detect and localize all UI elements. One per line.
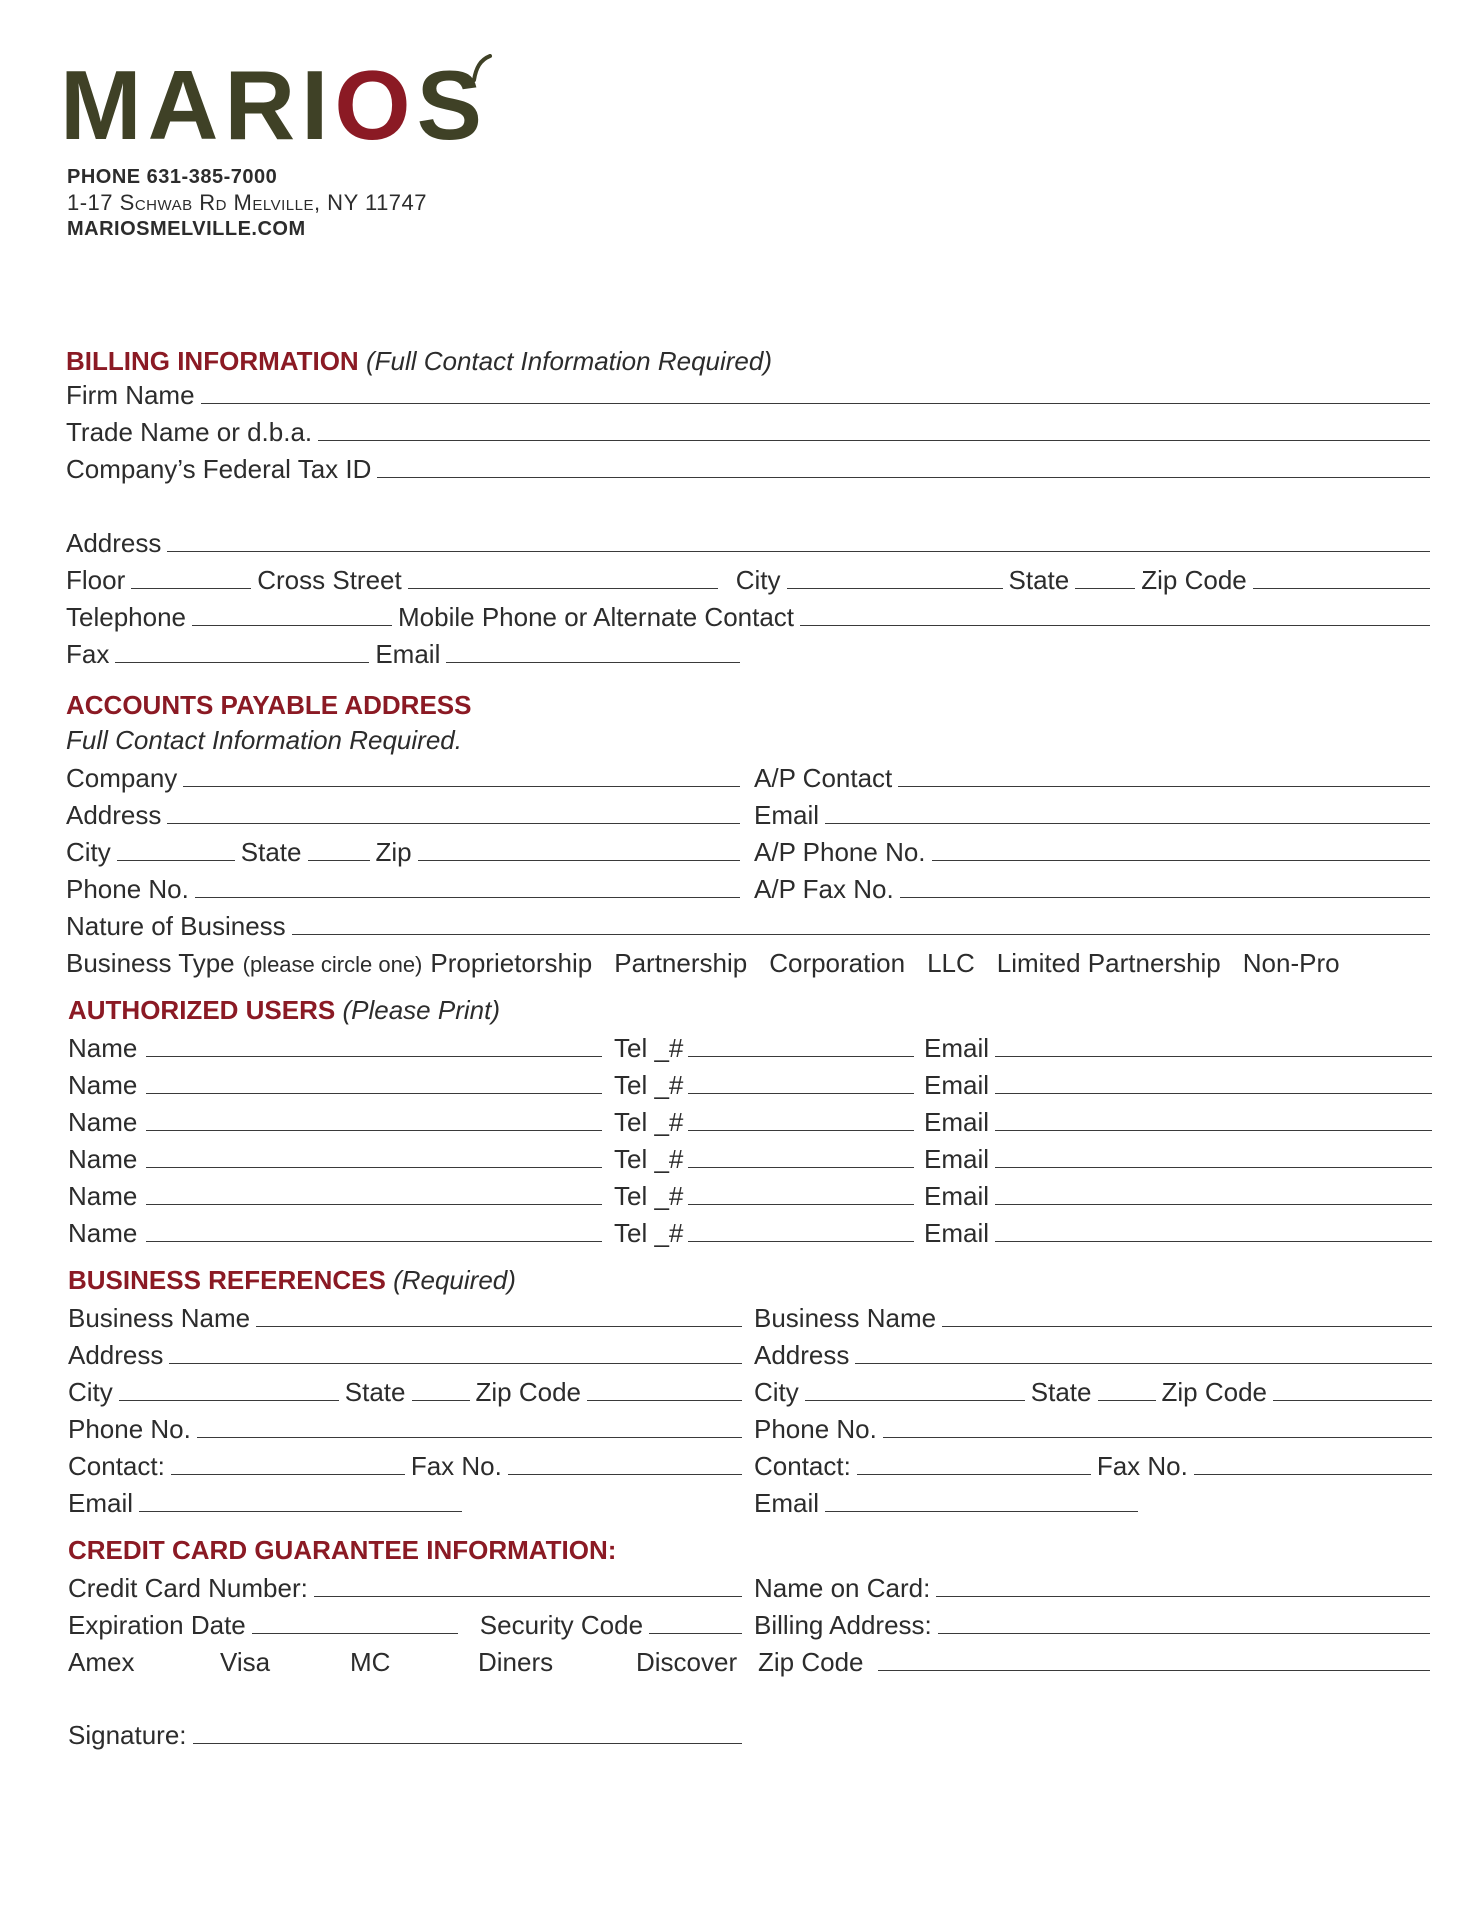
ap-main-phone-label: Phone No. — [66, 874, 189, 904]
user-tel-field[interactable] — [688, 1148, 914, 1168]
security-code-field[interactable] — [649, 1614, 742, 1634]
tax-id-row — [66, 454, 1436, 488]
user-email-label: Email — [924, 1218, 990, 1248]
ref2-state-label: State — [1030, 1377, 1092, 1407]
ref1-fax-label: Fax No. — [410, 1451, 502, 1481]
card-billing-label: Billing Address: — [754, 1610, 932, 1640]
fax-field[interactable] — [115, 643, 369, 663]
floor-field[interactable] — [131, 569, 251, 589]
tax-id-field[interactable] — [377, 458, 1430, 478]
billing-heading: BILLING INFORMATION (Full Contact Information Required) — [66, 346, 772, 376]
user-tel-label: Tel _# — [614, 1070, 684, 1100]
ref2-email-label: Email — [754, 1488, 820, 1518]
billing-zip-field[interactable] — [1253, 569, 1430, 589]
ap-main-phone-row — [66, 874, 746, 908]
user-name-field[interactable] — [146, 1111, 602, 1131]
ref2-zip-label: Zip Code — [1161, 1377, 1267, 1407]
expiration-field[interactable] — [252, 1614, 458, 1634]
ap-zip-label: Zip — [375, 837, 412, 867]
ref1-city-label: City — [68, 1377, 113, 1407]
billing-city-label: City — [735, 565, 781, 595]
user-name-label: Name — [68, 1144, 138, 1174]
ref1-business-label: Business Name — [68, 1303, 251, 1333]
ap-fax-label: A/P Fax No. — [754, 874, 894, 904]
billing-address-label: Address — [66, 528, 162, 558]
user-name-field[interactable] — [146, 1185, 602, 1205]
user-email-label: Email — [924, 1033, 990, 1063]
firm-name-row — [66, 380, 1436, 414]
ref2-city-row — [754, 1377, 1438, 1411]
ap-contact-field[interactable] — [898, 767, 1430, 787]
user-email-label: Email — [924, 1070, 990, 1100]
ref1-email-field[interactable] — [139, 1492, 462, 1512]
floor-label: Floor — [66, 565, 126, 595]
signature-row — [68, 1720, 748, 1754]
user-name-label: Name — [68, 1070, 138, 1100]
card-billing-field[interactable] — [938, 1614, 1430, 1634]
signature-field[interactable] — [193, 1724, 742, 1744]
user-tel-label: Tel _# — [614, 1033, 684, 1063]
ap-email-label: Email — [754, 800, 820, 830]
telephone-label: Telephone — [66, 602, 186, 632]
user-name-field[interactable] — [146, 1148, 602, 1168]
ref1-zip-label: Zip Code — [475, 1377, 581, 1407]
ap-contact-row — [754, 763, 1436, 797]
type-option[interactable]: LLC — [927, 948, 975, 978]
ref1-address-label: Address — [68, 1340, 164, 1370]
user-name-field[interactable] — [146, 1037, 602, 1057]
ap-email-field[interactable] — [825, 804, 1430, 824]
billing-state-field[interactable] — [1075, 569, 1135, 589]
ref2-fax-field[interactable] — [1194, 1455, 1432, 1475]
ref2-business-label: Business Name — [754, 1303, 937, 1333]
card-zip-row — [758, 1647, 1436, 1681]
user-name-label: Name — [68, 1107, 138, 1137]
mobile-label: Mobile Phone or Alternate Contact — [398, 602, 795, 632]
ap-city-label: City — [66, 837, 111, 867]
user-name-label: Name — [68, 1218, 138, 1248]
ap-fax-field[interactable] — [900, 878, 1430, 898]
ref1-phone-field[interactable] — [197, 1418, 742, 1438]
user-tel-label: Tel _# — [614, 1144, 684, 1174]
user-tel-field[interactable] — [688, 1222, 914, 1242]
card-number-field[interactable] — [314, 1577, 742, 1597]
security-code-label: Security Code — [479, 1610, 644, 1640]
ap-company-label: Company — [66, 763, 178, 793]
ref1-email-row — [68, 1488, 468, 1522]
ap-address-row — [66, 800, 746, 834]
ref1-address-row — [68, 1340, 748, 1374]
ref1-contact-label: Contact: — [68, 1451, 165, 1481]
card-number-label: Credit Card Number: — [68, 1573, 308, 1603]
fax-label: Fax — [66, 639, 110, 669]
brand-logo — [60, 50, 489, 160]
type-option[interactable]: Non-Pro — [1242, 948, 1340, 978]
billing-phone-row — [66, 602, 1436, 636]
ap-note: Full Contact Information Required. — [66, 725, 462, 755]
ref2-zip-field[interactable] — [1273, 1381, 1432, 1401]
ap-zip-field[interactable] — [418, 841, 740, 861]
mobile-field[interactable] — [800, 606, 1430, 626]
user-email-field[interactable] — [995, 1111, 1432, 1131]
contact-website: MARIOSMELVILLE.COM — [67, 218, 306, 240]
expiration-label: Expiration Date — [68, 1610, 246, 1640]
tax-id-label: Company’s Federal Tax ID — [66, 454, 372, 484]
card-type-row — [68, 1647, 748, 1681]
ap-phone-field[interactable] — [932, 841, 1430, 861]
user-row — [68, 1144, 1438, 1178]
user-email-field[interactable] — [995, 1148, 1432, 1168]
ref2-fax-label: Fax No. — [1096, 1451, 1188, 1481]
ref2-city-label: City — [754, 1377, 799, 1407]
ref1-city-field[interactable] — [119, 1381, 339, 1401]
card-type-option[interactable]: Visa — [220, 1647, 271, 1677]
ref1-state-field[interactable] — [412, 1381, 470, 1401]
ref2-email-row — [754, 1488, 1144, 1522]
billing-state-label: State — [1008, 565, 1070, 595]
ap-phone-row — [754, 837, 1436, 871]
ap-contact-label: A/P Contact — [754, 763, 893, 793]
billing-email-label: Email — [375, 639, 441, 669]
ap-fax-row — [754, 874, 1436, 908]
ap-city-field[interactable] — [117, 841, 235, 861]
ref1-zip-field[interactable] — [587, 1381, 742, 1401]
card-name-row — [754, 1573, 1436, 1607]
ap-address-label: Address — [66, 800, 162, 830]
ap-city-row — [66, 837, 746, 871]
contact-address: 1-17 Schwab Rd Melville, NY 11747 — [67, 190, 428, 215]
ref2-contact-label: Contact: — [754, 1451, 851, 1481]
card-name-field[interactable] — [936, 1577, 1430, 1597]
user-row — [68, 1033, 1438, 1067]
user-name-label: Name — [68, 1033, 138, 1063]
billing-address-field[interactable] — [167, 532, 1430, 552]
nature-field[interactable] — [292, 915, 1430, 935]
user-email-field[interactable] — [995, 1037, 1432, 1057]
card-zip-field[interactable] — [878, 1651, 1431, 1671]
ref1-email-label: Email — [68, 1488, 134, 1518]
ap-state-field[interactable] — [308, 841, 370, 861]
firm-name-label: Firm Name — [66, 380, 195, 410]
user-row — [68, 1070, 1438, 1104]
user-name-field[interactable] — [146, 1222, 602, 1242]
user-email-label: Email — [924, 1144, 990, 1174]
contact-phone: PHONE 631-385-7000 — [67, 166, 278, 188]
card-type-option[interactable]: MC — [350, 1647, 391, 1677]
refs-heading: BUSINESS REFERENCES (Required) — [68, 1265, 516, 1295]
user-name-field[interactable] — [146, 1074, 602, 1094]
ref1-fax-field[interactable] — [508, 1455, 742, 1475]
card-name-label: Name on Card: — [754, 1573, 931, 1603]
billing-email-field[interactable] — [446, 643, 740, 663]
type-option[interactable]: Partnership — [614, 948, 748, 978]
cross-street-label: Cross Street — [257, 565, 402, 595]
ap-state-label: State — [240, 837, 302, 867]
card-type-option[interactable]: Discover — [636, 1647, 738, 1677]
user-tel-field[interactable] — [688, 1111, 914, 1131]
ref2-phone-label: Phone No. — [754, 1414, 877, 1444]
telephone-field[interactable] — [192, 606, 392, 626]
contact-block — [67, 164, 427, 242]
billing-fax-row — [66, 639, 746, 673]
apostrophe-leaf-icon — [470, 54, 494, 84]
user-row — [68, 1218, 1438, 1252]
brand-wordmark: MARIOS — [60, 50, 489, 160]
user-email-field[interactable] — [995, 1074, 1432, 1094]
ref2-phone-row — [754, 1414, 1438, 1448]
card-number-row — [68, 1573, 748, 1607]
ref2-business-row — [754, 1303, 1438, 1337]
ap-phone-label: A/P Phone No. — [754, 837, 926, 867]
user-row — [68, 1181, 1438, 1215]
trade-name-row — [66, 417, 1436, 451]
ref2-contact-row — [754, 1451, 1438, 1485]
user-tel-field[interactable] — [688, 1074, 914, 1094]
business-type-label: Business Type — [66, 948, 235, 978]
ref2-phone-field[interactable] — [883, 1418, 1432, 1438]
ref1-business-field[interactable] — [256, 1307, 742, 1327]
billing-city-field[interactable] — [787, 569, 1003, 589]
ap-main-phone-field[interactable] — [195, 878, 740, 898]
ap-address-field[interactable] — [167, 804, 740, 824]
ref2-address-label: Address — [754, 1340, 850, 1370]
ap-company-row — [66, 763, 746, 797]
type-option[interactable]: Corporation — [769, 948, 906, 978]
ref1-contact-row — [68, 1451, 748, 1485]
ref1-city-row — [68, 1377, 748, 1411]
business-type-row — [66, 948, 1476, 982]
billing-zip-label: Zip Code — [1141, 565, 1247, 595]
ap-company-field[interactable] — [183, 767, 740, 787]
card-billing-row — [754, 1610, 1436, 1644]
firm-name-field[interactable] — [201, 384, 1430, 404]
card-type-option[interactable]: Amex — [68, 1647, 135, 1677]
ref1-business-row — [68, 1303, 748, 1337]
nature-label: Nature of Business — [66, 911, 286, 941]
nature-row — [66, 911, 1436, 945]
ref2-email-field[interactable] — [825, 1492, 1138, 1512]
card-type-option[interactable]: Diners — [478, 1647, 554, 1677]
trade-name-field[interactable] — [318, 421, 1430, 441]
ref1-phone-label: Phone No. — [68, 1414, 191, 1444]
users-heading: AUTHORIZED USERS (Please Print) — [68, 995, 500, 1025]
circle-note: (please circle one) — [242, 952, 423, 977]
trade-name-label: Trade Name or d.b.a. — [66, 417, 313, 447]
type-option[interactable]: Proprietorship — [430, 948, 593, 978]
user-tel-label: Tel _# — [614, 1218, 684, 1248]
cross-street-field[interactable] — [408, 569, 718, 589]
card-heading: CREDIT CARD GUARANTEE INFORMATION: — [68, 1535, 617, 1565]
user-name-label: Name — [68, 1181, 138, 1211]
ref2-address-row — [754, 1340, 1438, 1374]
card-zip-label: Zip Code — [758, 1647, 864, 1677]
ap-heading: ACCOUNTS PAYABLE ADDRESS — [66, 690, 472, 720]
user-email-label: Email — [924, 1107, 990, 1137]
user-tel-label: Tel _# — [614, 1107, 684, 1137]
ref1-contact-field[interactable] — [171, 1455, 405, 1475]
ref1-state-label: State — [344, 1377, 406, 1407]
ref2-address-field[interactable] — [855, 1344, 1432, 1364]
billing-address-row — [66, 528, 1436, 562]
user-email-field[interactable] — [995, 1185, 1432, 1205]
type-option[interactable]: Limited Partnership — [996, 948, 1221, 978]
user-tel-field[interactable] — [688, 1037, 914, 1057]
ref1-phone-row — [68, 1414, 748, 1448]
ref2-business-field[interactable] — [942, 1307, 1432, 1327]
user-row — [68, 1107, 1438, 1141]
billing-location-row — [66, 565, 1436, 599]
ref1-address-field[interactable] — [169, 1344, 742, 1364]
user-email-label: Email — [924, 1181, 990, 1211]
card-expiry-row — [68, 1610, 748, 1644]
signature-label: Signature: — [68, 1720, 187, 1750]
ref2-state-field[interactable] — [1098, 1381, 1156, 1401]
user-email-field[interactable] — [995, 1222, 1432, 1242]
user-tel-field[interactable] — [688, 1185, 914, 1205]
ap-email-row — [754, 800, 1436, 834]
ref2-contact-field[interactable] — [857, 1455, 1091, 1475]
ref2-city-field[interactable] — [805, 1381, 1025, 1401]
user-tel-label: Tel _# — [614, 1181, 684, 1211]
